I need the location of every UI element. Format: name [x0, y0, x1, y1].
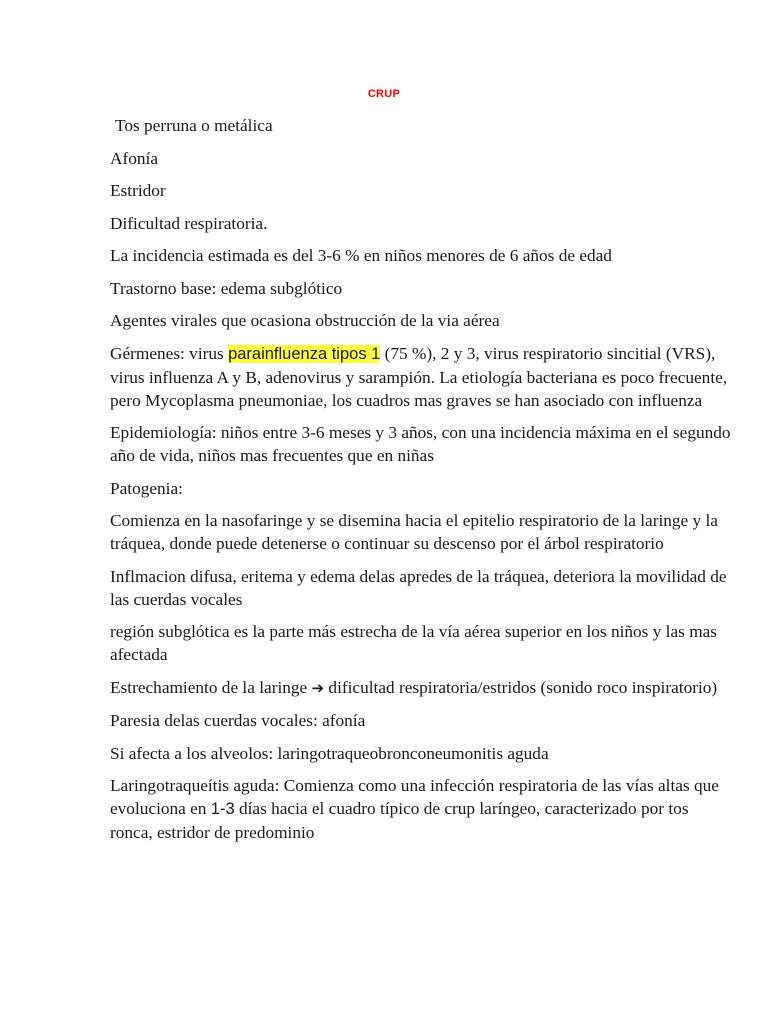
paragraph-inflamacion: Inflmacion difusa, eritema y edema delas apredes de la tráquea, deteriora la movilidad de las cuerdas vocales — [110, 566, 727, 609]
paragraph-patogenia: Patogenia: — [110, 478, 183, 498]
right-arrow-icon: ➔ — [311, 678, 325, 697]
paragraph-paresia: Paresia delas cuerdas vocales: afonía — [110, 711, 366, 730]
document-title: CRUP — [367, 88, 401, 100]
paragraph-comienza: Comienza en la nasofaringe y se disemina hacia el epitelio respiratorio de la laringe y la tráquea, donde puede detenerse o continuar su descenso por el árbol respiratorio — [110, 511, 718, 553]
germenes-text-start: Gérmenes: virus — [110, 343, 229, 363]
paragraph-laringotraqueitis — [110, 774, 735, 844]
estrechamiento-text-end: dificultad respiratoria/estridos (sonido roco inspiratorio) — [324, 677, 718, 697]
paragraph-dificultad: Dificultad respiratoria. — [110, 213, 268, 233]
paragraph-epidemiologia: Epidemiología: niños entre 3-6 meses y 3 años, con una incidencia máxima en el segundo año de vida, niños mas frecuentes que en niñas — [110, 423, 731, 465]
paragraph-tos: Tos perruna o metálica — [115, 116, 273, 135]
paragraph-trastorno: Trastorno base: edema subglótico — [110, 278, 343, 298]
day-range: 1-3 — [210, 800, 235, 818]
document-body — [110, 114, 735, 854]
paragraph-estridor: Estridor — [110, 181, 166, 200]
paragraph-estrechamiento — [110, 676, 735, 700]
paragraph-alveolos: Si afecta a los alveolos: laringotraqueobronconeumonitis aguda — [110, 743, 549, 763]
laringotraqueitis-text-start: Laringotraqueítis aguda: Comienza como una infección respiratoria de las vías altas que evoluciona en — [110, 776, 719, 818]
highlighted-text: parainfluenza tipos 1 — [228, 344, 381, 363]
paragraph-afonia: Afonía — [110, 148, 158, 168]
paragraph-region-subglotica: región subglótica es la parte más estrecha de la vía aérea superior en los niños y las mas afectada — [110, 622, 718, 664]
paragraph-germenes — [110, 342, 735, 412]
germenes-text-end: (75 %), 2 y 3, virus respiratorio sincitial (VRS), virus influenza A y B, adenovirus y sarampión. La etiología bacteriana es poco frecuente, pero Mycoplasma pneumoniae, los cuadros mas graves se han asociado con influenza — [110, 343, 728, 410]
paragraph-incidencia: La incidencia estimada es del 3-6 % en niños menores de 6 años de edad — [110, 246, 612, 265]
paragraph-agentes: Agentes virales que ocasiona obstrucción de la via aérea — [110, 311, 500, 330]
laringotraqueitis-text-end: días hacia el cuadro típico de crup laríngeo, caracterizado por tos ronca, estridor de predominio — [110, 799, 689, 842]
estrechamiento-text-start: Estrechamiento de la laringe — [110, 677, 312, 697]
